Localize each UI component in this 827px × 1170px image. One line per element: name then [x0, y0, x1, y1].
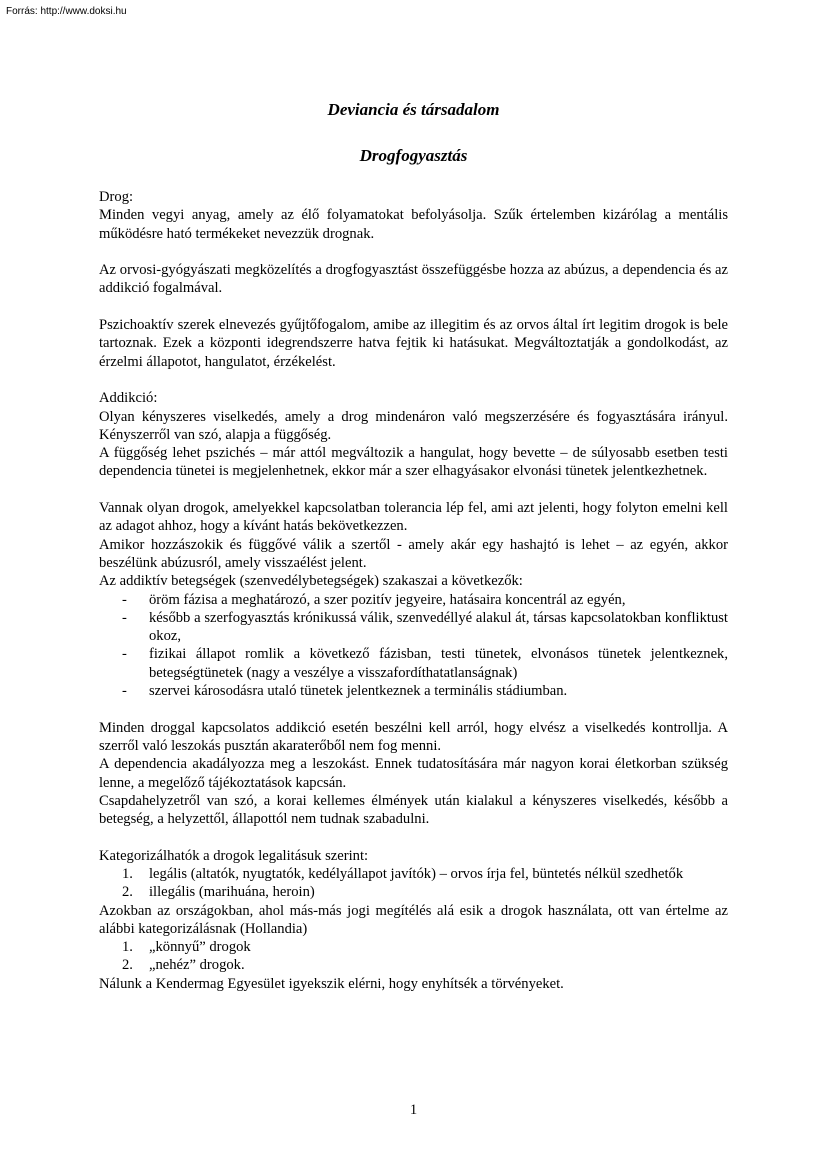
paragraph-tolerancia: Vannak olyan drogok, amelyekkel kapcsolatban tolerancia lép fel, ami azt jelenti, hogy folyton emelni kell az adagot ahhoz, hogy a kívánt hatás bekövetkezzen. [99, 500, 728, 535]
list-item: 1. „könnyű” drogok [122, 939, 251, 956]
list-item: 2. illegális (marihuána, heroin) [122, 884, 315, 901]
paragraph-kategoria: Kategorizálhatók a drogok legalitásuk szerint: [99, 847, 369, 864]
paragraph-fuggoseg: A függőség lehet pszichés – már attól megváltozik a hangulat, hogy bevette – de súlyosabb esetben testi dependencia tünetei is megjelenhetnek, ekkor már a szer elhagyásakor elvonási tünetek jelentkezhetnek. [99, 445, 728, 480]
document-title: Deviancia és társadalom [327, 100, 500, 119]
drog-definition: Minden vegyi anyag, amely az élő folyamatokat befolyásolja. Szűk értelemben kizárólag a mentális működésre ható termékeket nevezzük drognak. [99, 207, 728, 242]
paragraph-orvosi: Az orvosi-gyógyászati megközelítés a drogfogyasztást összefüggésbe hozza az abúzus, a dependencia és az addikció fogalmával. [99, 262, 728, 297]
drog-heading: Drog: [99, 189, 134, 205]
document-subtitle: Drogfogyasztás [359, 146, 468, 165]
list-item: - később a szerfogyasztás krónikussá válik, szenvedéllyé alakul át, társas kapcsolatokban konfliktust okoz, [99, 609, 728, 646]
page-number: 1 [409, 1102, 418, 1118]
stages-list [99, 591, 728, 701]
list-item: - fizikai állapot romlik a következő fázisban, testi tünetek, elvonásos tünetek jelentkeznek, betegségtünetek (nagy a veszélye a visszafordíthatatlanságnak) [99, 645, 728, 682]
list-item: - öröm fázisa a meghatározó, a szer pozitív jegyeire, hatásaira koncentrál az egyén, [99, 591, 728, 609]
document-body [99, 188, 728, 993]
list-item: 2. „nehéz” drogok. [122, 957, 245, 974]
list-item: 1. legális (altatók, nyugtatók, kedélyállapot javítók) – orvos írja fel, büntetés nélkül szedhetők [122, 865, 684, 882]
paragraph-pszichoaktiv: Pszichoaktív szerek elnevezés gyűjtőfogalom, amibe az illegitim és az orvos által írt legitim drogok is bele tartoznak. Ezek a központi idegrendszerre hatva fejtik ki hatásukat. Megváltoztatják a gondolkodást, az érzelmi állapotot, hangulatot, érzékelést. [99, 317, 728, 370]
hardness-list [99, 938, 728, 975]
paragraph-szakaszok: Az addiktív betegségek (szenvedélybetegségek) szakaszai a következők: [99, 573, 523, 590]
paragraph-nalunk: Nálunk a Kendermag Egyesület igyekszik elérni, hogy enyhítsék a törvényeket. [99, 975, 564, 992]
addikcio-heading: Addikció: [99, 390, 158, 407]
paragraph-abuzus: Amikor hozzászokik és függővé válik a szertől - amely akár egy hashajtó is lehet – az egyén, akkor beszélünk abúzusról, amely visszaélést jelent. [99, 536, 728, 571]
legality-list [99, 865, 728, 902]
paragraph-csapda: Csapdahelyzetről van szó, a korai kellemes élmények után kialakul a kényszeres viselkedés, később a betegség, a helyzettől, állapottól nem tudnak szabadulni. [99, 792, 728, 828]
list-item: - szervei károsodásra utaló tünetek jelentkeznek a terminális stádiumban. [99, 682, 728, 700]
paragraph-dependencia: A dependencia akadályozza meg a leszokást. Ennek tudatosítására már nagyon korai életkorban szükség lenne, a megelőző tájékoztatások kapcsán. [99, 756, 728, 791]
addikcio-definition: Olyan kényszeres viselkedés, amely a drog mindenáron való megszerzésére és fogyasztására irányul. Kényszerről van szó, alapja a függőség. [99, 408, 728, 443]
paragraph-minden: Minden droggal kapcsolatos addikció esetén beszélni kell arról, hogy elvész a viselkedés kontrollja. A szerről való leszokás pusztán akaraterőből nem fog menni. [99, 719, 728, 754]
source-url: Forrás: http://www.doksi.hu [6, 6, 127, 17]
paragraph-azokban: Azokban az országokban, ahol más-más jogi megítélés alá esik a drogok használata, ott van értelme az alábbi kategorizálásnak (Hollandia) [99, 902, 728, 937]
